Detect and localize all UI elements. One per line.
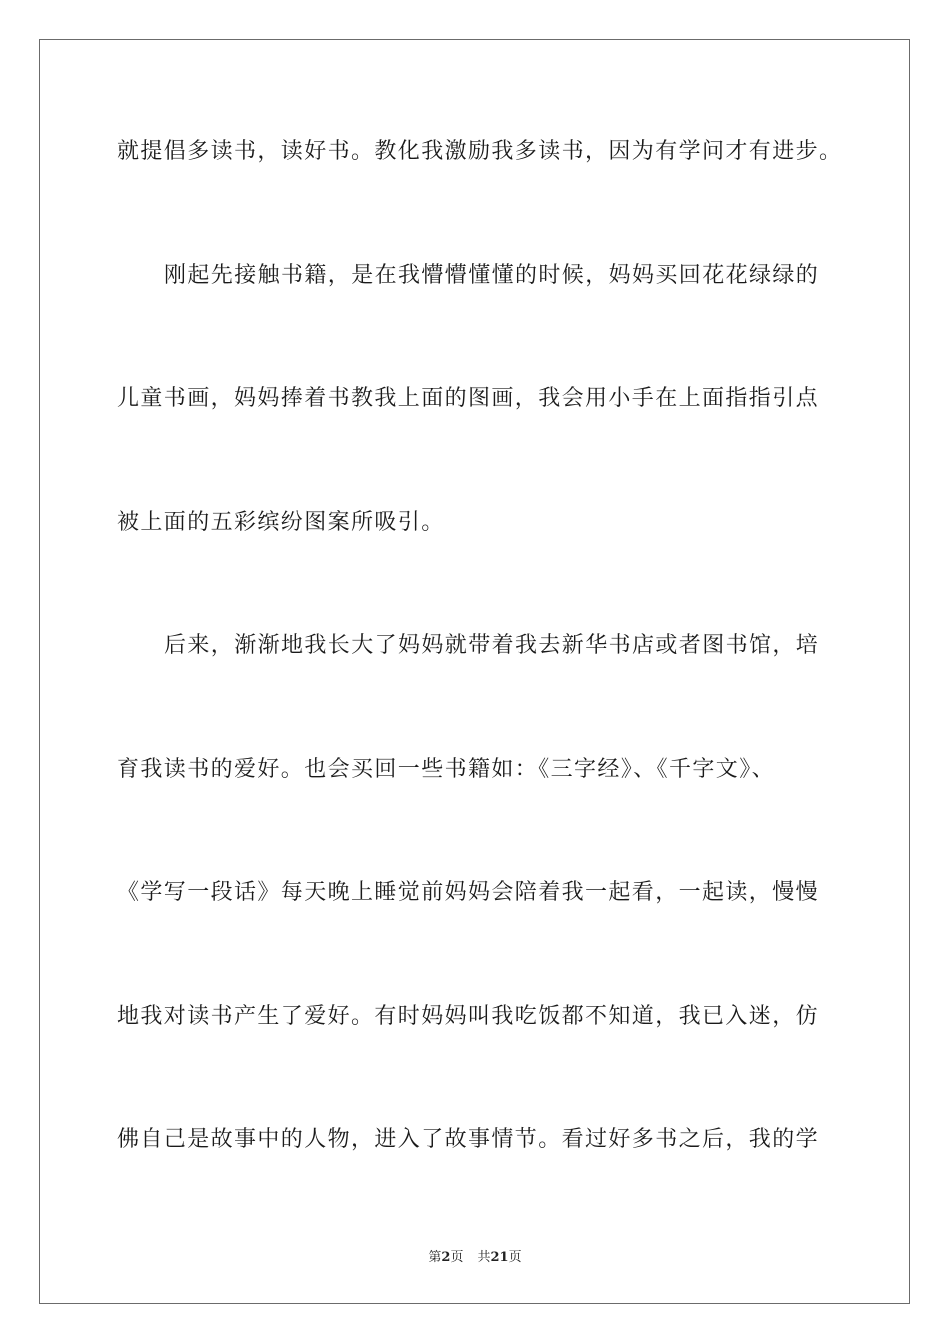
- page-suffix: 页: [450, 1250, 464, 1265]
- total-prefix: 共: [477, 1250, 491, 1265]
- paragraph-line-5: 后来，渐渐地我长大了妈妈就带着我去新华书店或者图书馆，培: [164, 633, 820, 658]
- page-prefix: 第: [428, 1250, 442, 1265]
- total-suffix: 页: [508, 1250, 522, 1265]
- paragraph-line-6: 育我读书的爱好。也会买回一些书籍如：《三字经》、《千字文》、: [117, 756, 776, 782]
- document-body: [117, 126, 843, 1238]
- paragraph-line-7: 《学写一段话》每天晚上睡觉前妈妈会陪着我一起看，一起读，慢慢: [117, 880, 820, 905]
- paragraph-line-8: 地我对读书产生了爱好。有时妈妈叫我吃饭都不知道，我已入迷，仿: [117, 1003, 820, 1029]
- page-number: 2: [441, 1250, 451, 1265]
- page-footer: [0, 1246, 950, 1265]
- paragraph-line-3: 儿童书画，妈妈捧着书教我上面的图画，我会用小手在上面指指引点: [117, 386, 820, 411]
- total-pages: 21: [490, 1250, 509, 1265]
- paragraph-line-4: 被上面的五彩缤纷图案所吸引。: [117, 509, 445, 535]
- paragraph-line-1: 就提倡多读书，读好书。教化我激励我多读书，因为有学问才有进步。: [117, 139, 843, 164]
- paragraph-line-2: 刚起先接触书籍，是在我懵懵懂懂的时候，妈妈买回花花绿绿的: [164, 262, 820, 288]
- paragraph-line-9: 佛自己是故事中的人物，进入了故事情节。看过好多书之后，我的学: [117, 1127, 820, 1152]
